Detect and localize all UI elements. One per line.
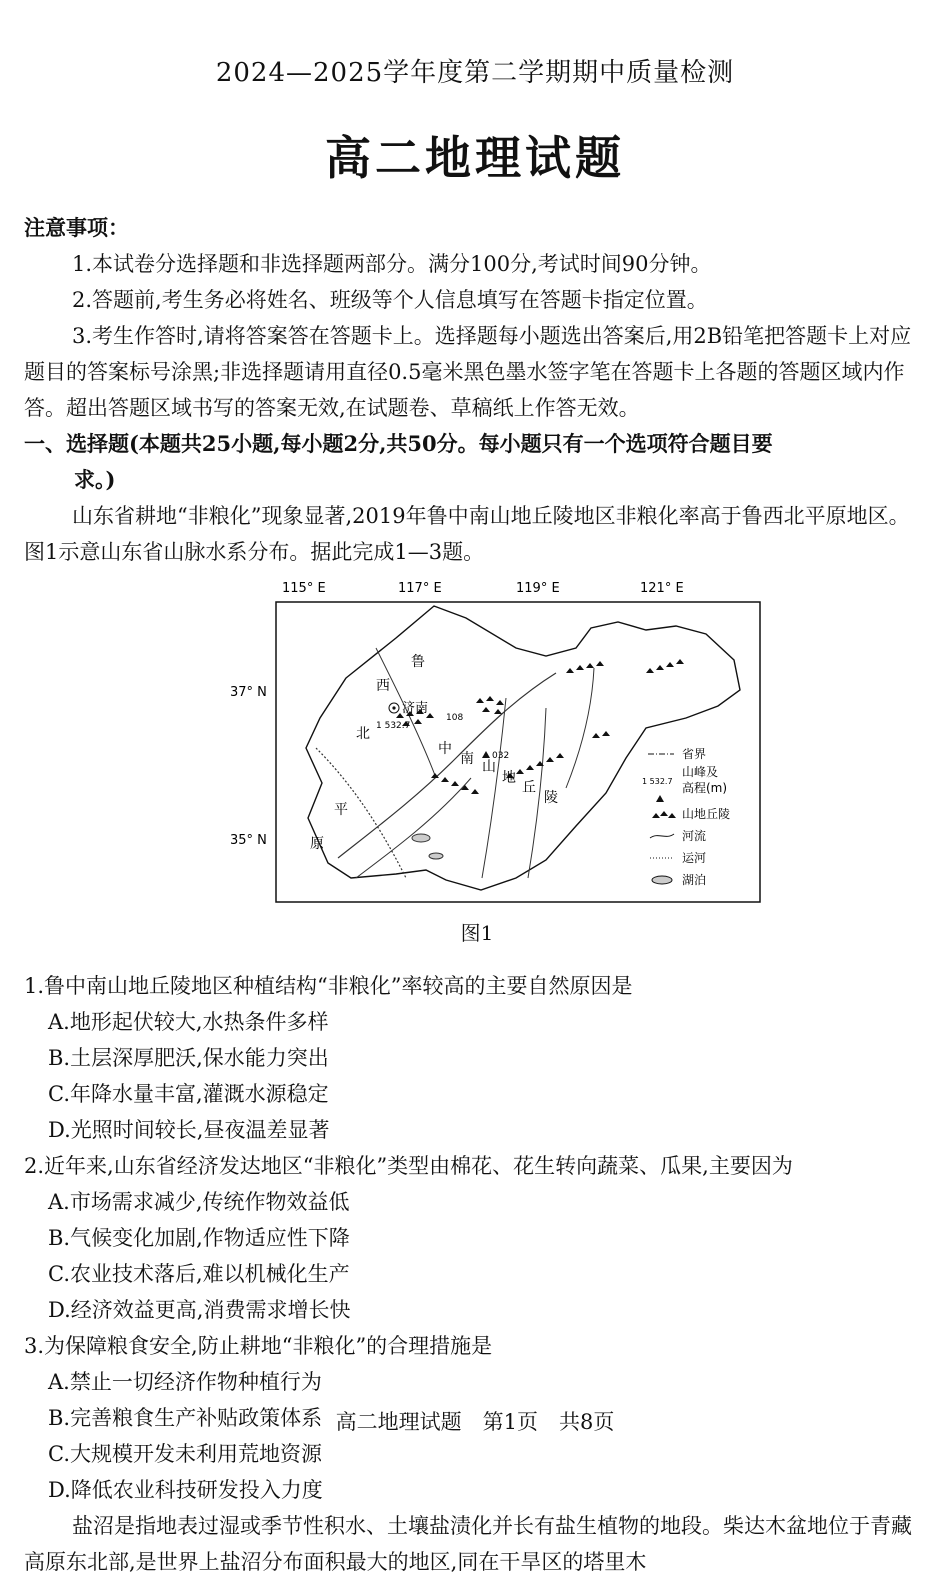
lon-label: 119° E (516, 581, 560, 596)
peak-marker (482, 751, 490, 758)
lon-label: 115° E (282, 581, 326, 596)
peak-label: 108 (446, 713, 464, 723)
figure-1 (24, 578, 930, 968)
option-d: D.经济效益更高,消费需求增长快 (48, 1298, 351, 1322)
river (566, 668, 594, 788)
exam-title: 高二地理试题 (325, 131, 625, 185)
region-char: 南 (460, 751, 474, 767)
option-b: B.完善粮食生产补贴政策体系 (48, 1406, 323, 1430)
section-heading-cont: 求。) (74, 467, 116, 492)
option-a: A.禁止一切经济作物种植行为 (48, 1370, 322, 1394)
legend-label: 山地丘陵 (682, 807, 731, 821)
legend-label: 省界 (682, 747, 707, 761)
notice-item: 2.答题前,考生务必将姓名、班级等个人信息填写在答题卡指定位置。 (72, 288, 708, 312)
peak-label: 1 532.7 (376, 721, 411, 731)
option-c: C.大规模开发未利用荒地资源 (48, 1442, 322, 1466)
region-char: 平 (334, 802, 348, 818)
question-stem: 3.为保障粮食安全,防止耕地“非粮化”的合理措施是 (24, 1334, 493, 1358)
option-c: C.年降水量丰富,灌溉水源稳定 (48, 1082, 329, 1106)
notice-item: 1.本试卷分选择题和非选择题两部分。满分100分,考试时间90分钟。 (72, 252, 712, 276)
region-char: 中 (438, 741, 452, 757)
question-2 (24, 1148, 930, 1328)
legend-label: 湖泊 (682, 873, 707, 887)
option-d: D.降低农业科技研发投入力度 (48, 1478, 323, 1502)
region-char: 陵 (544, 790, 558, 806)
exam-subtitle: 2024—2025学年度第二学期期中质量检测 (215, 58, 735, 88)
lat-label: 35° N (230, 833, 267, 848)
legend-sample: 1 532.7 (642, 777, 673, 786)
shandong-map (230, 578, 766, 908)
legend-label: 高程(m) (682, 781, 728, 795)
city-label: 济南 (402, 701, 429, 716)
section-heading: 一、选择题(本题共25小题,每小题2分,共50分。每小题只有一个选项符合题目要 (24, 431, 773, 456)
province-outline (306, 606, 740, 890)
option-b: B.土层深厚肥沃,保水能力突出 (48, 1046, 329, 1070)
lake (412, 834, 430, 842)
exam-body (24, 210, 930, 1580)
river (482, 698, 506, 878)
lake (429, 853, 443, 859)
region-char: 北 (356, 726, 370, 742)
option-a: A.市场需求减少,传统作物效益低 (48, 1190, 350, 1214)
option-d: D.光照时间较长,昼夜温差显著 (48, 1118, 330, 1142)
canal (316, 748, 406, 878)
question-1 (24, 968, 930, 1148)
region-char: 鲁 (411, 654, 425, 670)
notice-item: 3.考生作答时,请将答案答在答题卡上。选择题每小题选出答案后,用2B铅笔把答题卡上对应题目的答案标号涂黑;非选择题请用直径0.5毫米黑色墨水签字笔在答题卡上各题的答题区域内作答。超出答题区域书写的答案无效,在试题卷、草稿纸上作答无效。 (24, 324, 912, 420)
map-legend (642, 746, 730, 887)
lat-label: 37° N (230, 685, 267, 700)
option-c: C.农业技术落后,难以机械化生产 (48, 1262, 350, 1286)
peak-label: 032 (492, 751, 510, 761)
legend-label: 山峰及 (682, 765, 719, 779)
passage-intro: 盐沼是指地表过湿或季节性积水、土壤盐渍化并长有盐生植物的地段。柴达木盆地位于青藏高原东北部,是世界上盐沼分布面积最大的地区,同在干旱区的塔里木 (24, 1514, 912, 1574)
figure-caption: 图1 (460, 921, 494, 945)
region-char: 丘 (522, 780, 536, 796)
region-char: 西 (376, 678, 390, 694)
question-stem: 1.鲁中南山地丘陵地区种植结构“非粮化”率较高的主要自然原因是 (24, 974, 633, 998)
legend-label: 运河 (682, 851, 707, 865)
option-b: B.气候变化加剧,作物适应性下降 (48, 1226, 350, 1250)
lon-label: 121° E (640, 581, 684, 596)
notice-heading: 注意事项： (24, 215, 129, 240)
lon-label: 117° E (398, 581, 442, 596)
section-intro: 山东省耕地“非粮化”现象显著,2019年鲁中南山地丘陵地区非粮化率高于鲁西北平原地区。图1示意山东省山脉水系分布。据此完成1—3题。 (24, 504, 910, 564)
legend-label: 河流 (682, 829, 707, 843)
region-char: 地 (502, 770, 516, 786)
page-footer: 高二地理试题 第1页 共8页 (335, 1410, 615, 1434)
river (338, 673, 556, 858)
region-char: 山 (482, 759, 496, 775)
option-a: A.地形起伏较大,水热条件多样 (48, 1010, 329, 1034)
question-stem: 2.近年来,山东省经济发达地区“非粮化”类型由棉花、花生转向蔬菜、瓜果,主要因为 (24, 1154, 793, 1178)
region-char: 原 (310, 836, 324, 852)
river (356, 778, 471, 878)
